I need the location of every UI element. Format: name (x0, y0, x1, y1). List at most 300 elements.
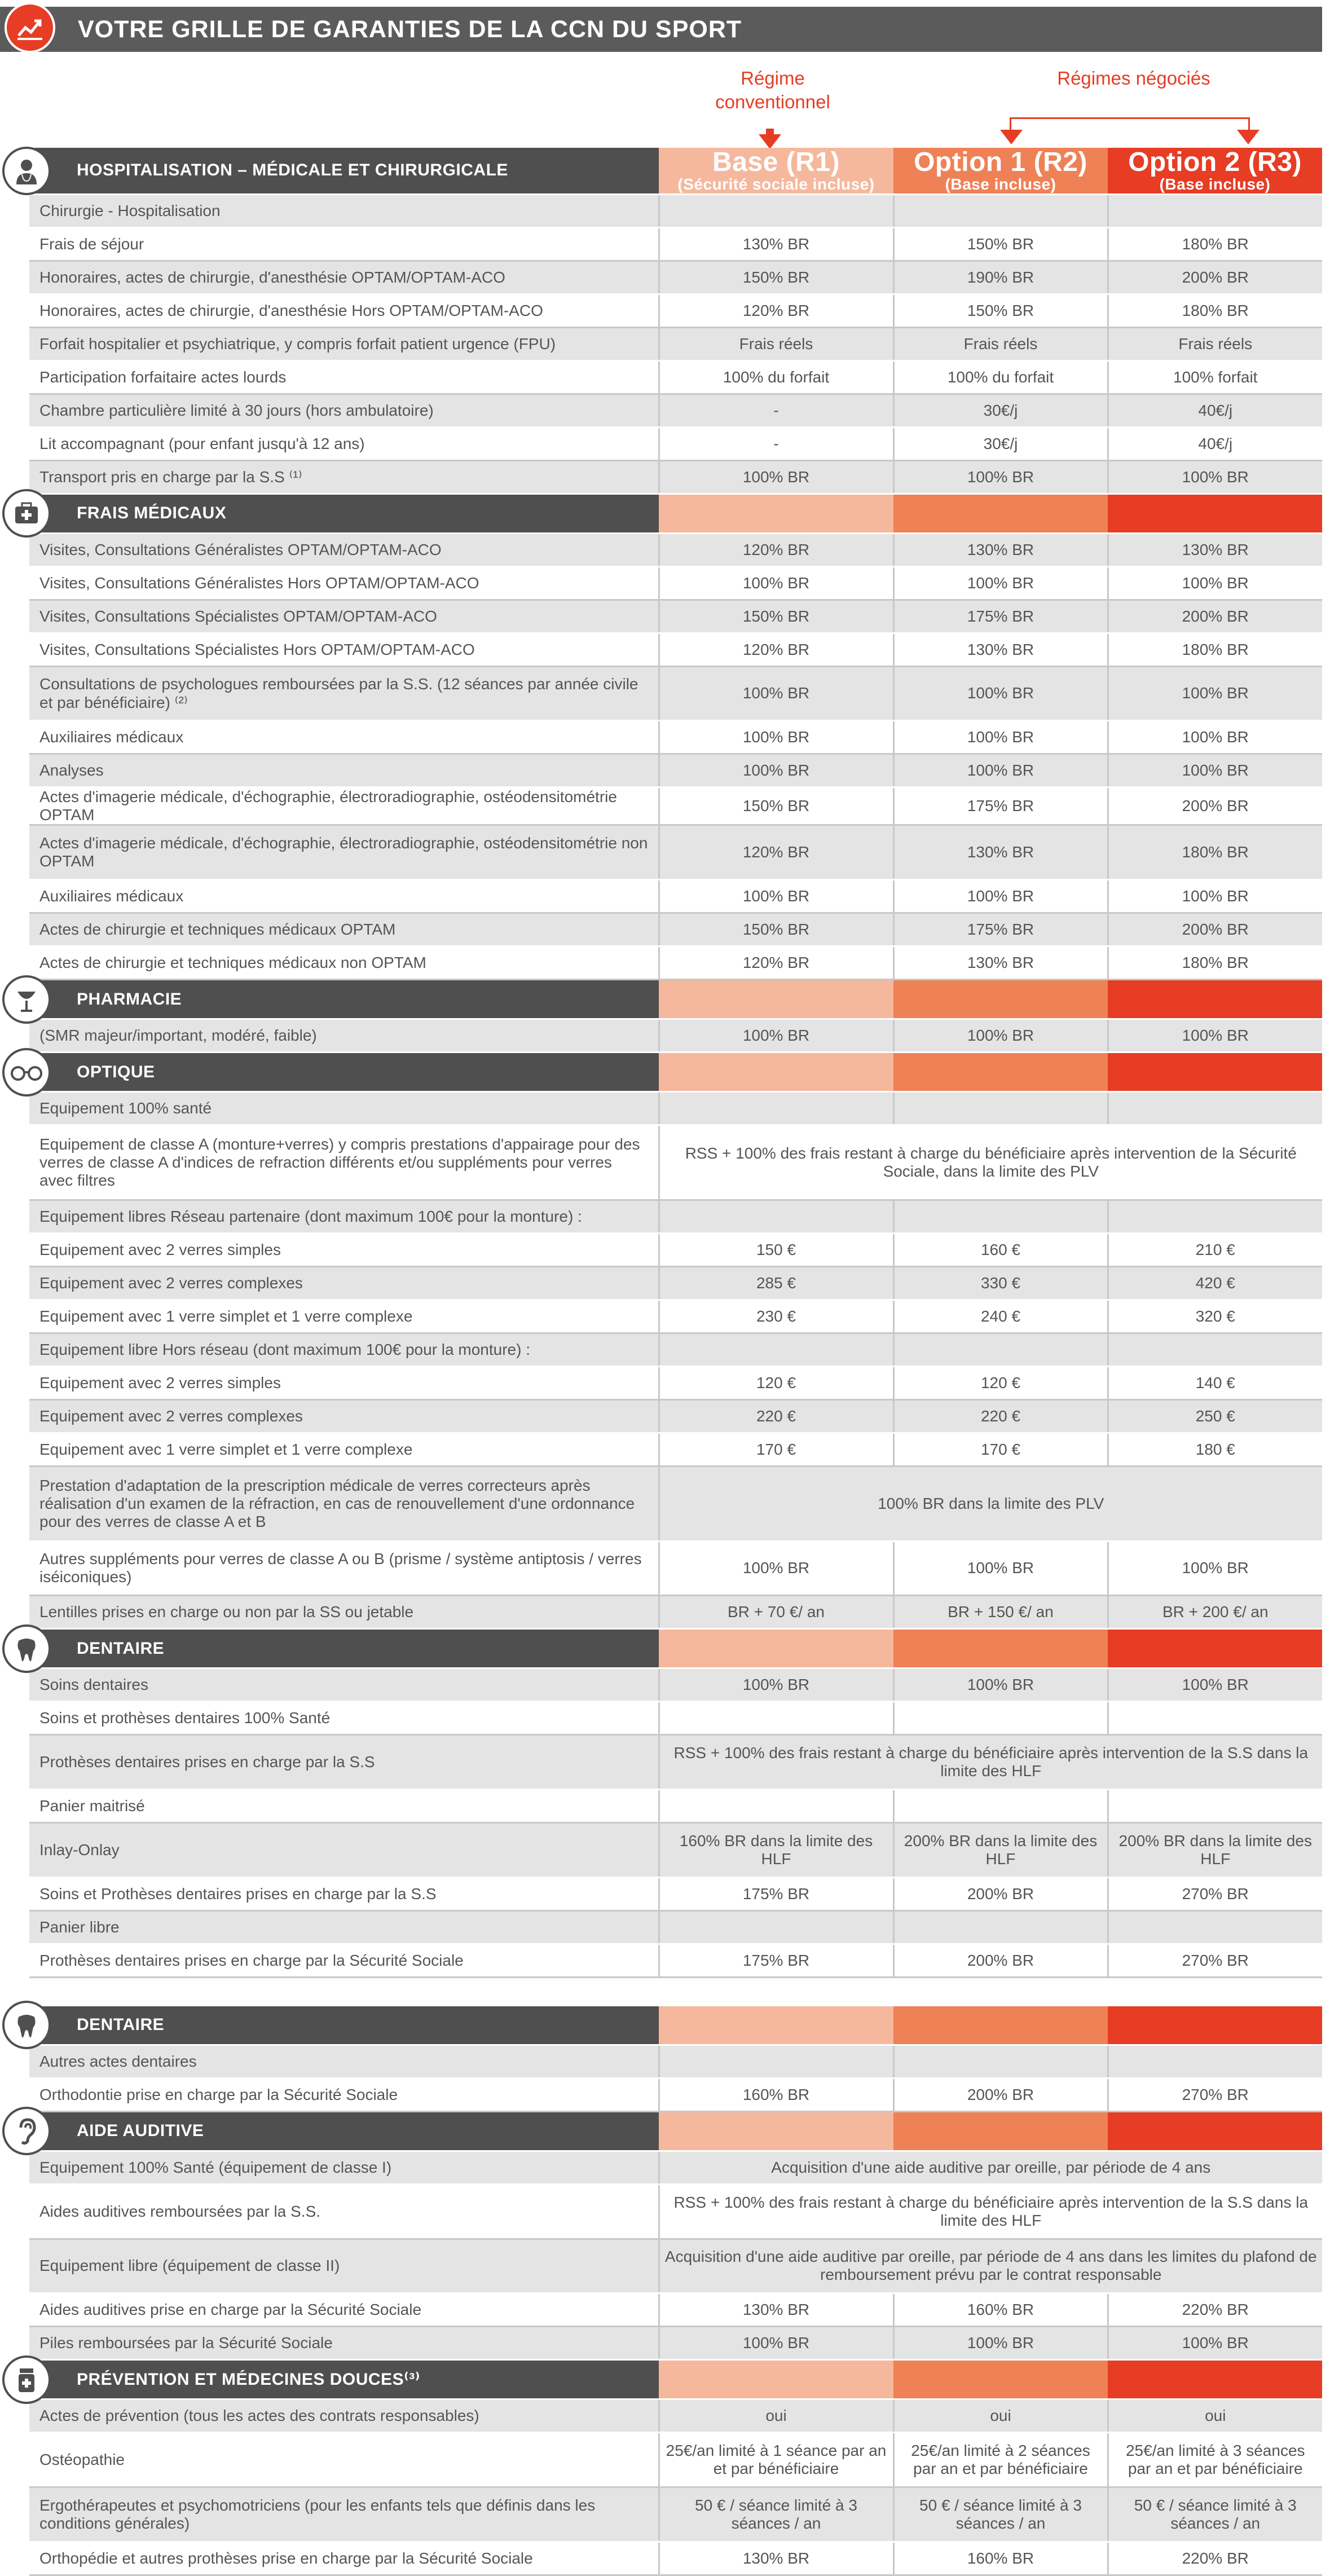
value-cell-r2: 100% BR (893, 2327, 1108, 2360)
value-cell-r3: 100% BR (1108, 754, 1322, 787)
table-row (29, 1668, 1322, 1702)
table-row (29, 566, 1322, 600)
table-row (29, 533, 1322, 566)
value-cell-r1: 150% BR (659, 913, 893, 946)
value-cell-r3: 40€/j (1108, 394, 1322, 427)
value-cell-r1: 100% BR (659, 1668, 893, 1702)
value-cell-r2: 130% BR (893, 825, 1108, 880)
value-cell-r3: 100% BR (1108, 666, 1322, 721)
value-cell-r2: 130% BR (893, 533, 1108, 566)
row-label: Piles remboursées par la Sécurité Sociale (29, 2327, 659, 2360)
row-label: Panier libre (29, 1910, 659, 1944)
row-label: Equipement avec 1 verre simplet et 1 verre complexe (29, 1300, 659, 1333)
column-header-1 (659, 148, 893, 194)
row-label: Actes d'imagerie médicale, d'échographie, électroradiographie, ostéodensitométrie non OPTAM (29, 825, 659, 880)
value-cell-r3 (1108, 2045, 1322, 2078)
section-header (29, 2005, 1322, 2045)
section-color-cell-3 (1108, 494, 1322, 533)
row-label: Actes de prévention (tous les actes des contrats responsables) (29, 2399, 659, 2433)
row-label: Analyses (29, 754, 659, 787)
value-cell-r3: 140 € (1108, 1366, 1322, 1399)
row-label: Prothèses dentaires prises en charge par la Sécurité Sociale (29, 1944, 659, 1977)
value-cell-r2: Frais réels (893, 327, 1108, 360)
tooth-icon (2, 2001, 51, 2049)
value-cell-r3: 180% BR (1108, 633, 1322, 666)
table-row (29, 880, 1322, 913)
value-cell-r1: 160% BR dans la limite des HLF (659, 1823, 893, 1878)
row-label: Soins dentaires (29, 1668, 659, 1702)
section-title: AIDE AUDITIVE (29, 2111, 659, 2151)
section-header (29, 1053, 1322, 1092)
table-row (29, 754, 1322, 787)
column-name: Option 1 (R2) (914, 147, 1087, 178)
value-cell-r1: 100% BR (659, 721, 893, 754)
row-label: Chambre particulière limité à 30 jours (hors ambulatoire) (29, 394, 659, 427)
value-cell-r3: 100% BR (1108, 1668, 1322, 1702)
section-title: PRÉVENTION ET MÉDECINES DOUCES⁽³⁾ (29, 2360, 659, 2399)
value-cell-r3 (1108, 1790, 1322, 1823)
value-cell-r1: 170 € (659, 1433, 893, 1466)
column-subtitle: (Sécurité sociale incluse) (677, 175, 875, 193)
value-cell-r1 (659, 194, 893, 227)
table-row (29, 1735, 1322, 1790)
value-cell-r1: 175% BR (659, 1877, 893, 1910)
section-title: DENTAIRE (29, 2005, 659, 2045)
section-color-cell-1 (659, 1053, 893, 1092)
value-cell-r2: 170 € (893, 1433, 1108, 1466)
value-cell-r3: 270% BR (1108, 2078, 1322, 2111)
row-label: Soins et Prothèses dentaires prises en charge par la S.S (29, 1877, 659, 1910)
section-color-cell-2 (893, 2111, 1108, 2151)
row-label: Visites, Consultations Généralistes Hors OPTAM/OPTAM-ACO (29, 566, 659, 600)
value-cell-r2: 150% BR (893, 227, 1108, 261)
table-row (29, 1233, 1322, 1266)
table-row (29, 1790, 1322, 1823)
row-label: Equipement de classe A (monture+verres) y compris prestations d'appairage pour des verres de classe A d'indices de refraction différents et/ou suppléments pour verres avec filtres (29, 1125, 659, 1200)
value-cell-r3 (1108, 1200, 1322, 1233)
merged-value: RSS + 100% des frais restant à charge du bénéficiaire après intervention de la S.S dans la limite des HLF (659, 1735, 1322, 1790)
merged-value: 100% BR dans la limite des PLV (659, 1466, 1322, 1541)
row-label: Participation forfaitaire actes lourds (29, 360, 659, 394)
row-label: Chirurgie - Hospitalisation (29, 194, 659, 227)
value-cell-r2: 175% BR (893, 600, 1108, 633)
table-row (29, 2399, 1322, 2433)
table-row (29, 1266, 1322, 1300)
page-title: VOTRE GRILLE DE GARANTIES DE LA CCN DU SPORT (78, 16, 742, 43)
value-cell-r1: 150% BR (659, 261, 893, 294)
row-label: Equipement avec 2 verres simples (29, 1366, 659, 1399)
section-color-cell-3 (1108, 2111, 1322, 2151)
section-color-cell-3 (1108, 1053, 1322, 1092)
table-row (29, 194, 1322, 227)
section-header (29, 494, 1322, 533)
table-row (29, 427, 1322, 460)
value-cell-r3: 210 € (1108, 1233, 1322, 1266)
arrow-r3-icon (1237, 130, 1259, 144)
value-cell-r1: 150% BR (659, 600, 893, 633)
column-header-2 (893, 148, 1108, 194)
medical-kit-icon (2, 489, 51, 538)
value-cell-r2: 175% BR (893, 787, 1108, 825)
value-cell-r2: 100% BR (893, 460, 1108, 494)
row-label: Transport pris en charge par la S.S ⁽¹⁾ (29, 460, 659, 494)
section-color-cell-2 (893, 1629, 1108, 1668)
value-cell-r2: 100% BR (893, 1541, 1108, 1596)
value-cell-r1: 230 € (659, 1300, 893, 1333)
section-title: HOSPITALISATION – MÉDICALE ET CHIRURGICALE (29, 148, 659, 194)
value-cell-r2 (893, 1702, 1108, 1735)
value-cell-r1 (659, 1790, 893, 1823)
table-row (29, 1702, 1322, 1735)
value-cell-r2: 220 € (893, 1399, 1108, 1433)
row-label: Visites, Consultations Généralistes OPTAM/OPTAM-ACO (29, 533, 659, 566)
value-cell-r3: 180% BR (1108, 825, 1322, 880)
value-cell-r1 (659, 1702, 893, 1735)
value-cell-r1: 130% BR (659, 227, 893, 261)
value-cell-r3: 100% BR (1108, 460, 1322, 494)
value-cell-r1: 120% BR (659, 294, 893, 327)
value-cell-r1: 120% BR (659, 825, 893, 880)
section-title: PHARMACIE (29, 980, 659, 1019)
table-row (29, 913, 1322, 946)
value-cell-r1: 175% BR (659, 1944, 893, 1977)
pharmacy-icon (2, 975, 51, 1024)
value-cell-r1 (659, 1200, 893, 1233)
row-label: Actes de chirurgie et techniques médicaux OPTAM (29, 913, 659, 946)
row-label: Auxiliaires médicaux (29, 721, 659, 754)
row-label: Aides auditives remboursées par la S.S. (29, 2184, 659, 2239)
table-row (29, 1596, 1322, 1629)
value-cell-r2: 100% BR (893, 1668, 1108, 1702)
value-cell-r2: 160 € (893, 1233, 1108, 1266)
value-cell-r3: 200% BR (1108, 913, 1322, 946)
table-row (29, 2045, 1322, 2078)
table-row (29, 633, 1322, 666)
row-label: (SMR majeur/important, modéré, faible) (29, 1019, 659, 1053)
table-row (29, 294, 1322, 327)
column-name: Option 2 (R3) (1128, 147, 1302, 178)
spacer-cell (29, 1977, 1322, 2005)
value-cell-r2: 160% BR (893, 2542, 1108, 2575)
value-cell-r3: 25€/an limité à 3 séances par an et par bénéficiaire (1108, 2433, 1322, 2487)
value-cell-r3: 180% BR (1108, 294, 1322, 327)
table-row (29, 787, 1322, 825)
table-row (29, 1300, 1322, 1333)
value-cell-r1: 100% BR (659, 1019, 893, 1053)
row-label: Frais de séjour (29, 227, 659, 261)
value-cell-r1: 220 € (659, 1399, 893, 1433)
value-cell-r2: 200% BR (893, 2078, 1108, 2111)
value-cell-r3: oui (1108, 2399, 1322, 2433)
value-cell-r1 (659, 1910, 893, 1944)
value-cell-r2: 100% du forfait (893, 360, 1108, 394)
value-cell-r2: 100% BR (893, 721, 1108, 754)
table-row (29, 1200, 1322, 1233)
merged-value: RSS + 100% des frais restant à charge du bénéficiaire après intervention de la S.S dans la limite des HLF (659, 2184, 1322, 2239)
table-row (29, 721, 1322, 754)
title-chart-icon (5, 2, 55, 53)
table-row (29, 946, 1322, 980)
row-label: Orthodontie prise en charge par la Sécurité Sociale (29, 2078, 659, 2111)
section-header (29, 1629, 1322, 1668)
row-label: Visites, Consultations Spécialistes Hors OPTAM/OPTAM-ACO (29, 633, 659, 666)
section-header (29, 2360, 1322, 2399)
value-cell-r3: 180% BR (1108, 227, 1322, 261)
row-label: Inlay-Onlay (29, 1823, 659, 1878)
table-row (29, 261, 1322, 294)
table-row (29, 2327, 1322, 2360)
value-cell-r1: - (659, 427, 893, 460)
table-row (29, 1333, 1322, 1366)
section-color-cell-2 (893, 2005, 1108, 2045)
value-cell-r2 (893, 194, 1108, 227)
row-label: Visites, Consultations Spécialistes OPTAM/OPTAM-ACO (29, 600, 659, 633)
value-cell-r1: 100% BR (659, 666, 893, 721)
row-label: Honoraires, actes de chirurgie, d'anesthésie Hors OPTAM/OPTAM-ACO (29, 294, 659, 327)
value-cell-r1: 130% BR (659, 2542, 893, 2575)
table-row (29, 1433, 1322, 1466)
row-label: Equipement 100% santé (29, 1092, 659, 1125)
row-label: Prothèses dentaires prises en charge par la S.S (29, 1735, 659, 1790)
value-cell-r1: Frais réels (659, 327, 893, 360)
value-cell-r3: 320 € (1108, 1300, 1322, 1333)
value-cell-r1: 150 € (659, 1233, 893, 1266)
value-cell-r2: 150% BR (893, 294, 1108, 327)
guarantee-table (29, 148, 1322, 2576)
row-label: Auxiliaires médicaux (29, 880, 659, 913)
section-color-cell-1 (659, 2111, 893, 2151)
table-row (29, 1092, 1322, 1125)
value-cell-r2: BR + 150 €/ an (893, 1596, 1108, 1629)
value-cell-r3: 100% BR (1108, 880, 1322, 913)
value-cell-r3: 200% BR dans la limite des HLF (1108, 1823, 1322, 1878)
value-cell-r3: 180% BR (1108, 946, 1322, 980)
section-title: DENTAIRE (29, 1629, 659, 1668)
value-cell-r1: 100% du forfait (659, 360, 893, 394)
value-cell-r1: 120% BR (659, 533, 893, 566)
arrow-r2-icon (1000, 130, 1023, 144)
value-cell-r3: 270% BR (1108, 1944, 1322, 1977)
value-cell-r3 (1108, 194, 1322, 227)
table-row (29, 1125, 1322, 1200)
value-cell-r2: 25€/an limité à 2 séances par an et par bénéficiaire (893, 2433, 1108, 2487)
table-row (29, 1541, 1322, 1596)
table-row (29, 600, 1322, 633)
value-cell-r2: 100% BR (893, 1019, 1108, 1053)
value-cell-r3: 100% BR (1108, 721, 1322, 754)
value-cell-r1: 100% BR (659, 880, 893, 913)
section-spacer (29, 1977, 1322, 2005)
section-color-cell-1 (659, 2360, 893, 2399)
ear-icon (2, 2107, 51, 2155)
value-cell-r1: 100% BR (659, 2327, 893, 2360)
value-cell-r2: 330 € (893, 1266, 1108, 1300)
value-cell-r3 (1108, 1910, 1322, 1944)
bracket-options (1010, 117, 1250, 133)
table-row (29, 1823, 1322, 1878)
row-label: Honoraires, actes de chirurgie, d'anesthésie OPTAM/OPTAM-ACO (29, 261, 659, 294)
value-cell-r3: 100% forfait (1108, 360, 1322, 394)
value-cell-r3: Frais réels (1108, 327, 1322, 360)
value-cell-r2 (893, 1790, 1108, 1823)
value-cell-r1: 150% BR (659, 787, 893, 825)
section-color-cell-2 (893, 494, 1108, 533)
value-cell-r2: 200% BR (893, 1944, 1108, 1977)
value-cell-r2: 100% BR (893, 566, 1108, 600)
regimes-negocies-label: Régimes négociés (1057, 68, 1210, 89)
value-cell-r2 (893, 1092, 1108, 1125)
row-label: Soins et prothèses dentaires 100% Santé (29, 1702, 659, 1735)
value-cell-r2: 120 € (893, 1366, 1108, 1399)
value-cell-r1: 285 € (659, 1266, 893, 1300)
section-title: FRAIS MÉDICAUX (29, 494, 659, 533)
row-label: Prestation d'adaptation de la prescription médicale de verres correcteurs après réalisation d'un examen de la réfraction, en cas de renouvellement d'une ordonnance pour des verres de classe A et B (29, 1466, 659, 1541)
value-cell-r3: 180 € (1108, 1433, 1322, 1466)
table-row (29, 2239, 1322, 2293)
table-row (29, 1466, 1322, 1541)
value-cell-r3: 420 € (1108, 1266, 1322, 1300)
value-cell-r2: 130% BR (893, 946, 1108, 980)
table-row (29, 460, 1322, 494)
value-cell-r2: 200% BR (893, 1877, 1108, 1910)
section-color-cell-1 (659, 494, 893, 533)
table-row (29, 1366, 1322, 1399)
row-label: Forfait hospitalier et psychiatrique, y compris forfait patient urgence (FPU) (29, 327, 659, 360)
row-label: Lentilles prises en charge ou non par la SS ou jetable (29, 1596, 659, 1629)
value-cell-r3: 220% BR (1108, 2293, 1322, 2327)
tooth-icon (2, 1624, 51, 1673)
value-cell-r1 (659, 1333, 893, 1366)
row-label: Equipement avec 2 verres simples (29, 1233, 659, 1266)
table-row (29, 2487, 1322, 2542)
table-row (29, 2433, 1322, 2487)
value-cell-r2: 240 € (893, 1300, 1108, 1333)
value-cell-r1: 100% BR (659, 754, 893, 787)
value-cell-r1: 50 € / séance limité à 3 séances / an (659, 2487, 893, 2542)
section-color-cell-1 (659, 2005, 893, 2045)
section-header (29, 980, 1322, 1019)
value-cell-r2 (893, 1333, 1108, 1366)
section-color-cell-1 (659, 980, 893, 1019)
arrow-r1-icon (759, 134, 781, 149)
table-row (29, 394, 1322, 427)
table-row (29, 2542, 1322, 2575)
row-label: Equipement avec 1 verre simplet et 1 verre complexe (29, 1433, 659, 1466)
glasses-icon (2, 1048, 51, 1097)
table-row (29, 2184, 1322, 2239)
value-cell-r1: 100% BR (659, 566, 893, 600)
value-cell-r2: 200% BR dans la limite des HLF (893, 1823, 1108, 1878)
value-cell-r1 (659, 1092, 893, 1125)
section-color-cell-1 (659, 1629, 893, 1668)
regime-conventionnel-label: Régime conventionnel (715, 68, 830, 112)
section-title: OPTIQUE (29, 1053, 659, 1092)
value-cell-r1: 100% BR (659, 460, 893, 494)
value-cell-r3 (1108, 1333, 1322, 1366)
table-row (29, 227, 1322, 261)
value-cell-r3: 100% BR (1108, 566, 1322, 600)
value-cell-r1: 130% BR (659, 2293, 893, 2327)
row-label: Equipement libres Réseau partenaire (dont maximum 100€ pour la monture) : (29, 1200, 659, 1233)
table-row (29, 327, 1322, 360)
value-cell-r1: 160% BR (659, 2078, 893, 2111)
row-label: Equipement libre (équipement de classe II) (29, 2239, 659, 2293)
section-color-cell-3 (1108, 2005, 1322, 2045)
row-label: Autres suppléments pour verres de classe A ou B (prisme / système antiptosis / verres iséiconiques) (29, 1541, 659, 1596)
column-header-3 (1108, 148, 1322, 194)
section-header (29, 148, 1322, 194)
value-cell-r1: - (659, 394, 893, 427)
row-label: Ostéopathie (29, 2433, 659, 2487)
value-cell-r3: BR + 200 €/ an (1108, 1596, 1322, 1629)
value-cell-r2: 100% BR (893, 666, 1108, 721)
row-label: Equipement 100% Santé (équipement de classe I) (29, 2151, 659, 2184)
value-cell-r3: 250 € (1108, 1399, 1322, 1433)
row-label: Lit accompagnant (pour enfant jusqu'à 12 ans) (29, 427, 659, 460)
value-cell-r3: 100% BR (1108, 2327, 1322, 2360)
value-cell-r3: 100% BR (1108, 1541, 1322, 1596)
value-cell-r2: 50 € / séance limité à 3 séances / an (893, 2487, 1108, 2542)
value-cell-r3: 270% BR (1108, 1877, 1322, 1910)
value-cell-r2: 130% BR (893, 633, 1108, 666)
value-cell-r1: oui (659, 2399, 893, 2433)
value-cell-r2 (893, 1910, 1108, 1944)
row-label: Autres actes dentaires (29, 2045, 659, 2078)
row-label: Ergothérapeutes et psychomotriciens (pour les enfants tels que définis dans les conditions générales) (29, 2487, 659, 2542)
value-cell-r1: 120% BR (659, 633, 893, 666)
table-row (29, 1399, 1322, 1433)
column-subtitle: (Base incluse) (945, 175, 1056, 193)
row-label: Equipement libre Hors réseau (dont maximum 100€ pour la monture) : (29, 1333, 659, 1366)
table-row (29, 2078, 1322, 2111)
row-label: Aides auditives prise en charge par la Sécurité Sociale (29, 2293, 659, 2327)
value-cell-r3: 50 € / séance limité à 3 séances / an (1108, 2487, 1322, 2542)
value-cell-r3: 200% BR (1108, 261, 1322, 294)
row-label: Consultations de psychologues remboursées par la S.S. (12 séances par année civile et par bénéficiaire) ⁽²⁾ (29, 666, 659, 721)
table-row (29, 360, 1322, 394)
title-bar (0, 7, 1322, 52)
section-header (29, 2111, 1322, 2151)
table-row (29, 1910, 1322, 1944)
value-cell-r2 (893, 1200, 1108, 1233)
value-cell-r2: 175% BR (893, 913, 1108, 946)
value-cell-r2: 100% BR (893, 754, 1108, 787)
section-color-cell-2 (893, 1053, 1108, 1092)
row-label: Equipement avec 2 verres complexes (29, 1266, 659, 1300)
value-cell-r3: 130% BR (1108, 533, 1322, 566)
table-row (29, 2151, 1322, 2184)
table-row (29, 1877, 1322, 1910)
section-color-cell-3 (1108, 1629, 1322, 1668)
value-cell-r1 (659, 2045, 893, 2078)
value-cell-r2: 30€/j (893, 427, 1108, 460)
row-label: Orthopédie et autres prothèses prise en charge par la Sécurité Sociale (29, 2542, 659, 2575)
section-color-cell-3 (1108, 2360, 1322, 2399)
value-cell-r3: 200% BR (1108, 787, 1322, 825)
section-color-cell-3 (1108, 980, 1322, 1019)
row-label: Equipement avec 2 verres complexes (29, 1399, 659, 1433)
value-cell-r2: 100% BR (893, 880, 1108, 913)
row-label: Actes d'imagerie médicale, d'échographie, électroradiographie, ostéodensitométrie OPTAM (29, 787, 659, 825)
value-cell-r3: 200% BR (1108, 600, 1322, 633)
table-row (29, 1944, 1322, 1977)
section-color-cell-2 (893, 980, 1108, 1019)
value-cell-r1: 100% BR (659, 1541, 893, 1596)
row-label: Panier maitrisé (29, 1790, 659, 1823)
table-row (29, 825, 1322, 880)
merged-value: RSS + 100% des frais restant à charge du bénéficiaire après intervention de la Sécurité Sociale, dans la limite des PLV (659, 1125, 1322, 1200)
value-cell-r3: 100% BR (1108, 1019, 1322, 1053)
